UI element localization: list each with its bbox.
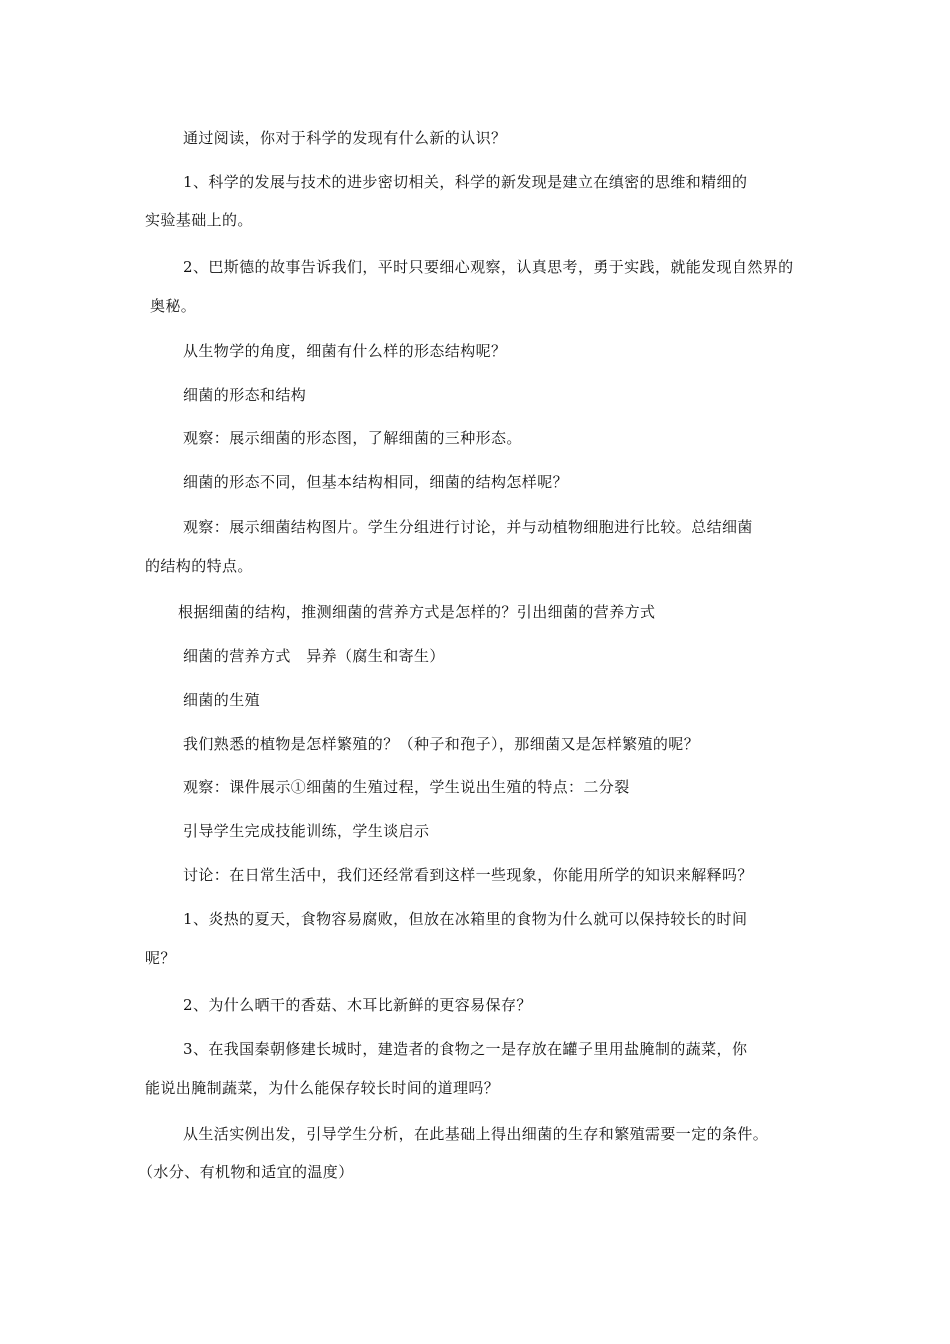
paragraph-discussion: 讨论：在日常生活中，我们还经常看到这样一些现象，你能用所学的知识来解释吗？ <box>183 866 753 884</box>
paragraph-discussion-q3-cont: 能说出腌制蔬菜，为什么能保存较长时间的道理吗？ <box>145 1079 500 1097</box>
paragraph-point-1: 1、科学的发展与技术的进步密切相关，科学的新发现是建立在缜密的思维和精细的 <box>183 173 748 191</box>
paragraph-nutrition-mode: 细菌的营养方式 异养（腐生和寄生） <box>183 647 445 665</box>
paragraph-observe-morphology: 观察：展示细菌的形态图，了解细菌的三种形态。 <box>183 429 522 447</box>
paragraph-discussion-q2: 2、为什么晒干的香菇、木耳比新鲜的更容易保存？ <box>183 996 532 1014</box>
paragraph-observe-structure-cont: 的结构的特点。 <box>145 557 253 575</box>
paragraph-discussion-q1-cont: 呢？ <box>145 949 176 967</box>
paragraph-biology-question: 从生物学的角度，细菌有什么样的形态结构呢？ <box>183 342 507 360</box>
paragraph-point-1-cont: 实验基础上的。 <box>145 211 253 229</box>
paragraph-reading-question: 通过阅读，你对于科学的发现有什么新的认识？ <box>183 129 507 147</box>
paragraph-structure-question: 细菌的形态不同，但基本结构相同，细菌的结构怎样呢？ <box>183 473 569 491</box>
paragraph-conclusion: 从生活实例出发，引导学生分析，在此基础上得出细菌的生存和繁殖需要一定的条件。 <box>183 1125 769 1143</box>
paragraph-reproduction-question: 我们熟悉的植物是怎样繁殖的？（种子和孢子），那细菌又是怎样繁殖的呢？ <box>183 735 700 753</box>
paragraph-nutrition-inference: 根据细菌的结构，推测细菌的营养方式是怎样的？引出细菌的营养方式 <box>178 603 656 621</box>
paragraph-skill-training: 引导学生完成技能训练，学生谈启示 <box>183 822 430 840</box>
section-heading-morphology: 细菌的形态和结构 <box>183 386 307 404</box>
paragraph-observe-reproduction: 观察：课件展示①细菌的生殖过程，学生说出生殖的特点：二分裂 <box>183 778 630 796</box>
paragraph-observe-structure: 观察：展示细菌结构图片。学生分组进行讨论，并与动植物细胞进行比较。总结细菌 <box>183 518 753 536</box>
section-heading-reproduction: 细菌的生殖 <box>183 691 261 709</box>
paragraph-point-2-cont: 奥秘。 <box>150 297 197 315</box>
paragraph-conclusion-cont: （水分、有机物和适宜的温度） <box>138 1163 354 1181</box>
paragraph-discussion-q3: 3、在我国秦朝修建长城时，建造者的食物之一是存放在罐子里用盐腌制的蔬菜，你 <box>183 1040 748 1058</box>
paragraph-discussion-q1: 1、炎热的夏天，食物容易腐败，但放在冰箱里的食物为什么就可以保持较长的时间 <box>183 910 748 928</box>
paragraph-point-2: 2、巴斯德的故事告诉我们，平时只要细心观察，认真思考，勇于实践，就能发现自然界的 <box>183 258 794 276</box>
